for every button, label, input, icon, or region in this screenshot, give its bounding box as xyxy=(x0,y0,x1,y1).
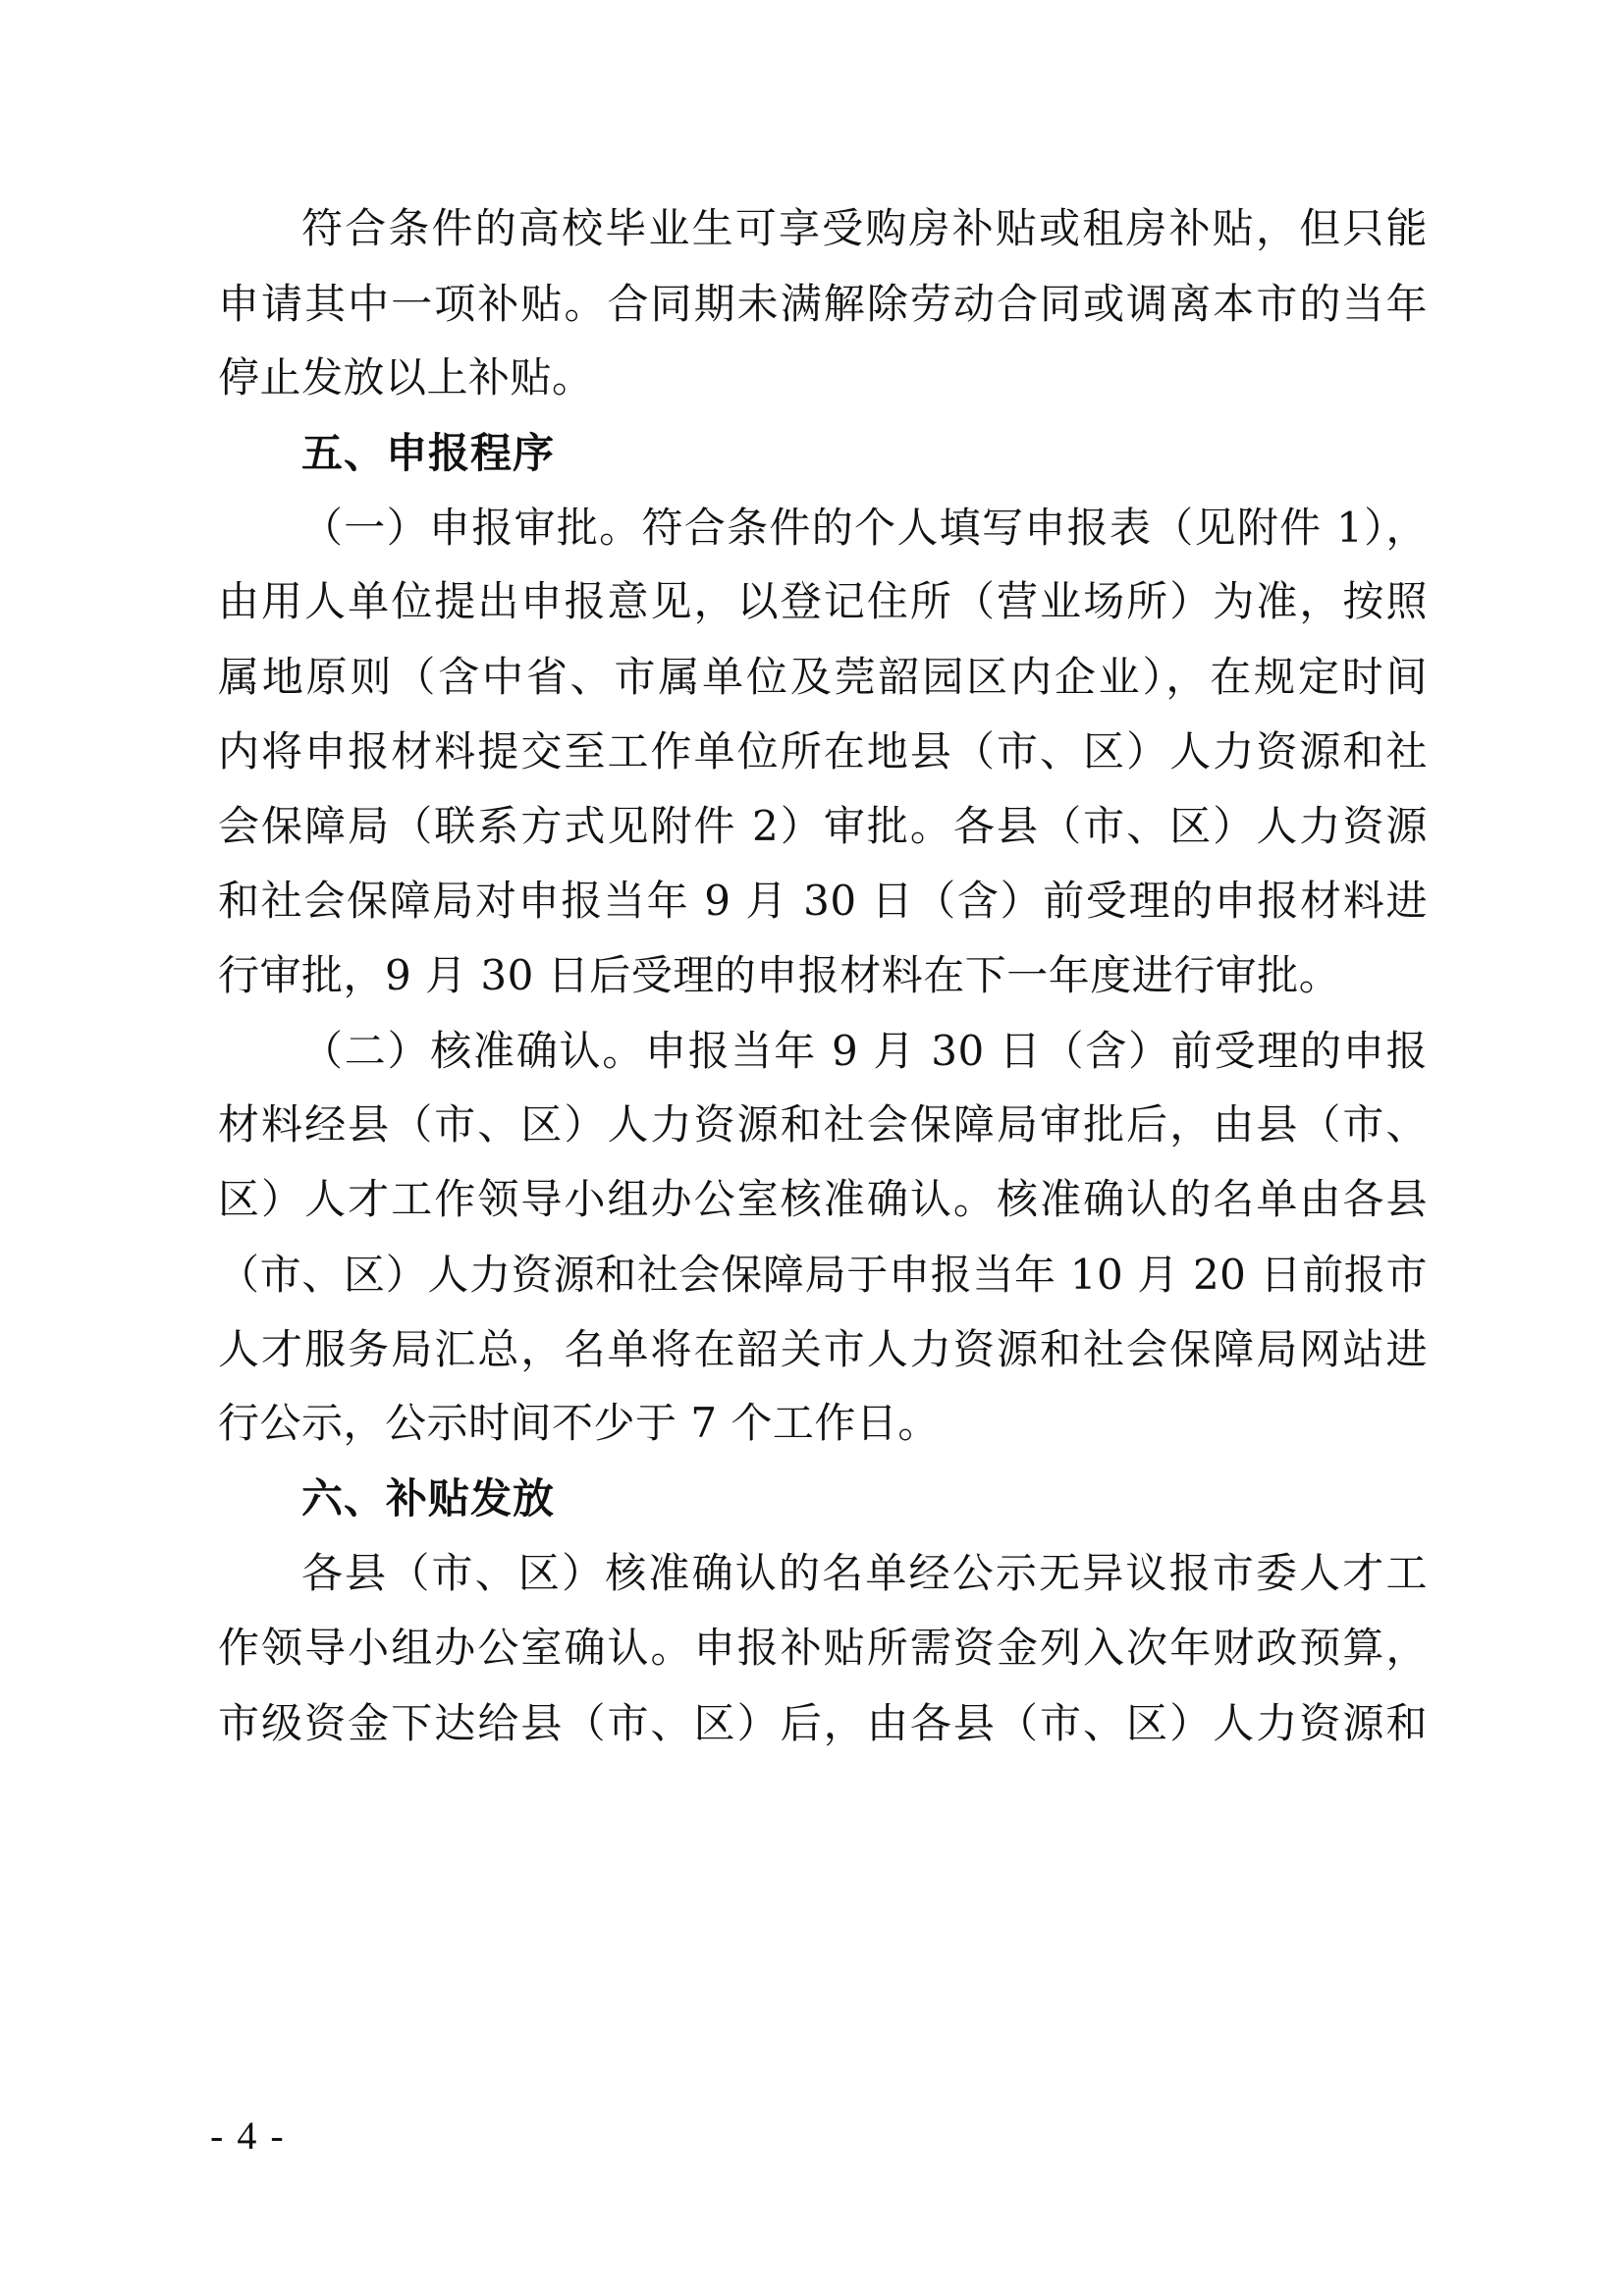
paragraph-4-line-2: 作领导小组办公室确认。申报补贴所需资金列入次年财政预算， xyxy=(218,1624,1428,1672)
paragraph-3-line-1: （二）核准确认。申报当年 9 月 30 日（含）前受理的申报 xyxy=(301,1027,1428,1075)
paragraph-1-line-3: 停止发放以上补贴。 xyxy=(218,353,594,401)
paragraph-2-line-6: 和社会保障局对申报当年 9 月 30 日（含）前受理的申报材料进 xyxy=(218,877,1428,925)
paragraph-3-line-2: 材料经县（市、区）人力资源和社会保障局审批后，由县（市、 xyxy=(218,1100,1428,1148)
paragraph-2-line-5: 会保障局（联系方式见附件 2）审批。各县（市、区）人力资源 xyxy=(218,802,1428,850)
paragraph-2-line-4: 内将申报材料提交至工作单位所在地县（市、区）人力资源和社 xyxy=(218,727,1428,775)
paragraph-2-line-3: 属地原则（含中省、市属单位及莞韶园区内企业），在规定时间 xyxy=(218,653,1428,701)
paragraph-1-line-1: 符合条件的高校毕业生可享受购房补贴或租房补贴，但只能 xyxy=(301,204,1428,252)
paragraph-4-line-3: 市级资金下达给县（市、区）后，由各县（市、区）人力资源和 xyxy=(218,1699,1428,1747)
section-heading-5: 五、申报程序 xyxy=(301,429,556,477)
paragraph-2-line-1: （一）申报审批。符合条件的个人填写申报表（见附件 1）， xyxy=(301,504,1428,552)
paragraph-2-line-2: 由用人单位提出申报意见，以登记住所（营业场所）为准，按照 xyxy=(218,577,1428,625)
paragraph-3-line-4: （市、区）人力资源和社会保障局于申报当年 10 月 20 日前报市 xyxy=(218,1251,1428,1299)
paragraph-1-line-2: 申请其中一项补贴。合同期未满解除劳动合同或调离本市的当年 xyxy=(218,280,1428,328)
paragraph-4-line-1: 各县（市、区）核准确认的名单经公示无异议报市委人才工 xyxy=(301,1549,1428,1597)
paragraph-3-line-3: 区）人才工作领导小组办公室核准确认。核准确认的名单由各县 xyxy=(218,1175,1428,1223)
paragraph-3-line-5: 人才服务局汇总，名单将在韶关市人力资源和社会保障局网站进 xyxy=(218,1325,1428,1373)
page-number: - 4 - xyxy=(210,2113,286,2158)
section-heading-6: 六、补贴发放 xyxy=(301,1474,556,1522)
paragraph-3-line-6: 行公示，公示时间不少于 7 个工作日。 xyxy=(218,1399,940,1447)
paragraph-2-line-7: 行审批，9 月 30 日后受理的申报材料在下一年度进行审批。 xyxy=(218,951,1341,999)
